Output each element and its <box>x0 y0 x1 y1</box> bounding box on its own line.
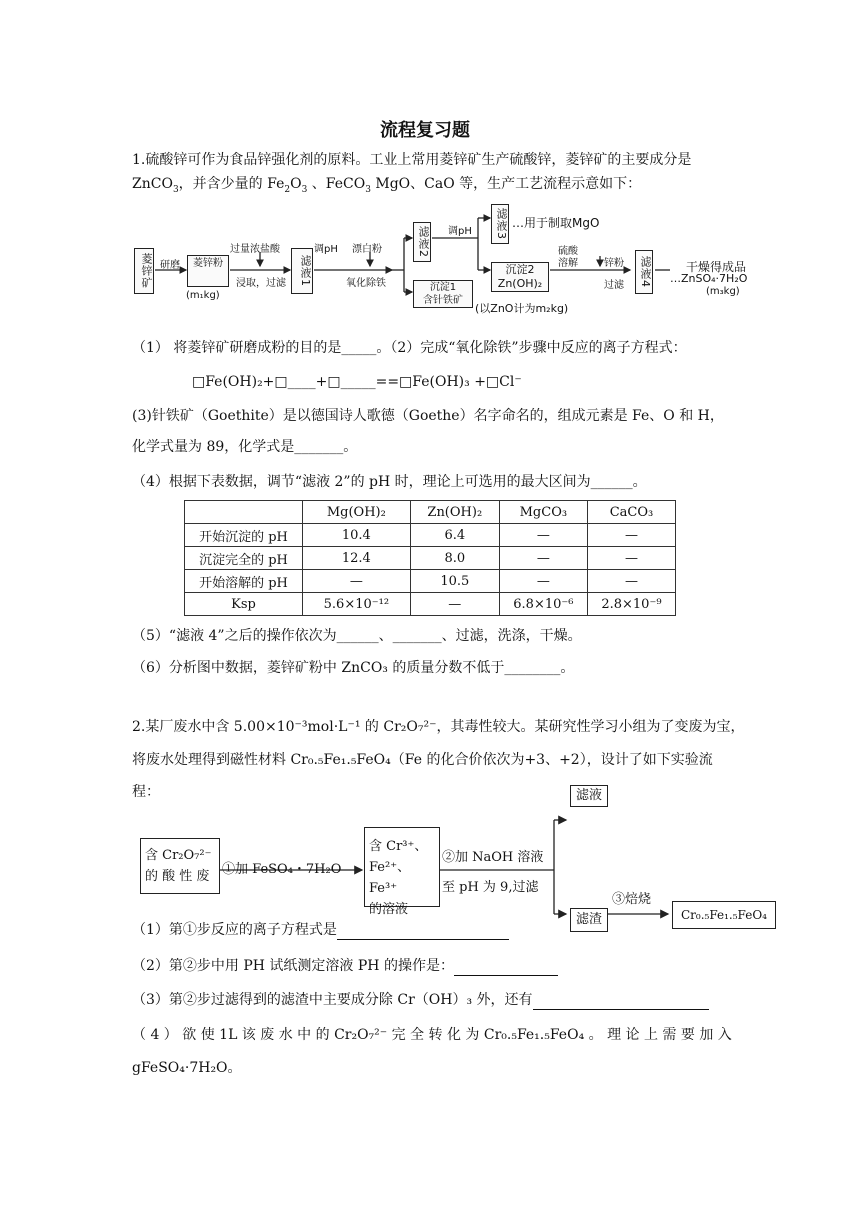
table-cell: CaCO₃ <box>587 501 675 524</box>
table-cell: — <box>587 547 675 570</box>
table-cell: 8.0 <box>410 547 499 570</box>
step1-label: ①加 FeSO₄・7H₂O <box>222 862 342 877</box>
table-cell: — <box>499 547 587 570</box>
q1-part3-line2: 化学式量为 89，化学式是_______。 <box>132 439 358 455</box>
sulfuric-label: 硫酸 <box>558 246 578 257</box>
step2-label-a: ②加 NaOH 溶液 <box>442 850 544 865</box>
waste-water-box: 含 Cr₂O₇²⁻ 的 酸 性 废 <box>140 838 220 894</box>
table-cell: 6.4 <box>410 524 499 547</box>
table-cell: 10.5 <box>410 570 499 593</box>
table-row <box>185 570 676 593</box>
q2-part4-line2: gFeSO₄·7H₂O。 <box>132 1060 242 1076</box>
table-cell: — <box>302 570 410 593</box>
table-cell: — <box>587 570 675 593</box>
table-row <box>185 524 676 547</box>
table-cell <box>185 501 303 524</box>
grind-label: 研磨 <box>160 260 180 271</box>
ore-box: 菱锌矿 <box>134 248 154 294</box>
table-cell: — <box>499 570 587 593</box>
table-cell: 沉淀完全的 pH <box>185 547 303 570</box>
table-header-row <box>185 501 676 524</box>
table-cell: 开始溶解的 pH <box>185 570 303 593</box>
leach-label: 浸取，过滤 <box>236 278 286 289</box>
filtrate2-box: 滤液2 <box>413 222 431 262</box>
product-label: …ZnSO₄·7H₂O <box>670 272 748 285</box>
q2-part1: （1）第①步反应的离子方程式是 <box>132 920 509 940</box>
q1-intro-line2: ZnCO$_3$，并含少量的 $Fe_2O_3$ 、FeCO$_3$ MgO、CaO 等，生产工艺流程示意如下： <box>132 176 642 195</box>
table-cell: MgCO₃ <box>499 501 587 524</box>
filter-label: 过滤 <box>604 280 624 291</box>
q2-intro-line1: 2.某厂废水中含 5.00×10⁻³mol·L⁻¹ 的 Cr₂O₇²⁻，其毒性较大。某研究性学习小组为了变废为宝， <box>132 719 745 735</box>
answer-blank[interactable] <box>337 925 509 940</box>
q2-intro-line2: 将废水处理得到磁性材料 Cr₀.₅Fe₁.₅FeO₄（Fe 的化合价依次为+3、+2），设计了如下实验流 <box>132 752 713 768</box>
answer-blank[interactable] <box>533 995 709 1010</box>
table-cell: Mg(OH)₂ <box>302 501 410 524</box>
zinc-label: 锌粉 <box>604 258 624 269</box>
q2-part3: （3）第②步过滤得到的滤渣中主要成分除 Cr（OH）₃ 外，还有 <box>132 990 709 1010</box>
q1-equation: □Fe(OH)₂+□____+□_____==□Fe(OH)₃ +□Cl⁻ <box>192 374 522 390</box>
table-cell: Zn(OH)₂ <box>410 501 499 524</box>
dry-label: 干燥得成品 <box>686 260 747 274</box>
q1-part6: （6）分析图中数据，菱锌矿粉中 ZnCO₃ 的质量分数不低于________。 <box>132 660 575 676</box>
ph-ksp-table <box>184 500 676 616</box>
acid-label: 过量浓盐酸 <box>230 244 280 255</box>
q1-intro-line1: 1.硫酸锌可作为食品锌强化剂的原料。工业上常用菱锌矿生产硫酸锌，菱锌矿的主要成分是 <box>132 152 692 168</box>
q1-flow-diagram <box>130 200 770 325</box>
adjust-ph-label-1: 调pH <box>314 244 338 255</box>
table-cell: — <box>410 593 499 616</box>
table-cell: 2.8×10⁻⁹ <box>587 593 675 616</box>
table-cell: 开始沉淀的 pH <box>185 524 303 547</box>
residue-box: 滤渣 <box>570 908 608 932</box>
q2-part2: （2）第②步中用 PH 试纸测定溶液 PH 的操作是： <box>132 956 558 976</box>
q2-part4-line1: （ 4 ） 欲 使 1L 该 废 水 中 的 Cr₂O₇²⁻ 完 全 转 化 为 Cr₀.₅Fe₁.₅FeO₄ 。 理 论 上 需 要 加 入 <box>132 1027 732 1043</box>
product-mass: (m₃kg) <box>706 286 740 297</box>
table-cell: 10.4 <box>302 524 410 547</box>
precip1-box: 沉淀1 含针铁矿 <box>413 280 473 308</box>
adjust-ph-label-2: 调pH <box>448 226 472 237</box>
table-row <box>185 547 676 570</box>
dissolve-label: 溶解 <box>558 258 578 269</box>
precip2-note: (以ZnO计为m₂kg) <box>475 302 569 315</box>
table-cell: 12.4 <box>302 547 410 570</box>
q1-part4: （4）根据下表数据，调节“滤液 2”的 pH 时，理论上可选用的最大区间为______。 <box>132 474 647 490</box>
filtrate-box: 滤液 <box>570 785 608 807</box>
oxidize-label: 氧化除铁 <box>346 278 386 289</box>
step3-label: ③焙烧 <box>612 892 652 907</box>
q1-part5: （5）“滤液 4”之后的操作依次为______、_______、过滤，洗涤，干燥。 <box>132 628 582 644</box>
filtrate4-box: 滤液4 <box>635 250 653 294</box>
powder-mass: (m₁kg) <box>186 290 220 301</box>
solution-box: 含 Cr³⁺、 Fe²⁺、Fe³⁺ 的溶液 <box>364 827 440 907</box>
table-row <box>185 593 676 616</box>
table-cell: 6.8×10⁻⁶ <box>499 593 587 616</box>
table-cell: 5.6×10⁻¹² <box>302 593 410 616</box>
product-box: Cr₀.₅Fe₁.₅FeO₄ <box>672 901 776 929</box>
answer-blank[interactable] <box>454 961 558 976</box>
page-title: 流程复习题 <box>380 120 470 141</box>
table-cell: — <box>499 524 587 547</box>
filtrate1-box: 滤液1 <box>291 248 313 294</box>
q2-intro-line3: 程： <box>132 784 160 800</box>
powder-box: 菱锌粉 <box>187 255 229 287</box>
table-cell: — <box>587 524 675 547</box>
table-cell: Ksp <box>185 593 303 616</box>
mgo-label: …用于制取MgO <box>512 216 600 230</box>
step2-label-b: 至 pH 为 9,过滤 <box>442 880 539 895</box>
q1-part3-line1: (3)针铁矿（Goethite）是以德国诗人歌德（Goethe）名字命名的，组成元素是 Fe、O 和 H， <box>132 408 724 424</box>
filtrate3-box: 滤液3 <box>491 204 509 244</box>
q1-part1: （1） 将菱锌矿研磨成粉的目的是_____。（2）完成“氧化除铁”步骤中反应的离子方程式： <box>132 340 687 356</box>
bleach-label: 漂白粉 <box>352 244 382 255</box>
precip2-box: 沉淀2 Zn(OH)₂ <box>491 262 549 292</box>
